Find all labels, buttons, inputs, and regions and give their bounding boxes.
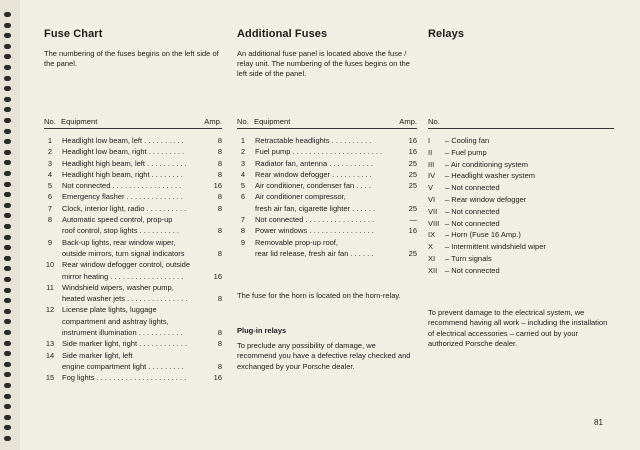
fuse-equipment: Radiator fan, antenna . . . . . . . . . . . — [255, 158, 373, 168]
relay-number: VIII — [428, 218, 440, 228]
fuse-chart-rows — [44, 135, 222, 384]
fuse-number: 2 — [47, 147, 53, 157]
fuse-number: 2 — [240, 147, 246, 157]
binding-hole — [4, 182, 11, 187]
relay-number: VII — [428, 206, 438, 216]
fuse-number: 3 — [47, 158, 53, 168]
fuse-amperage: 16 — [213, 373, 222, 383]
fuse-row — [44, 135, 222, 146]
fuse-number: 13 — [45, 339, 55, 349]
header-amp: Amp. — [399, 117, 417, 126]
fuse-row — [44, 191, 222, 202]
fuse-row — [44, 282, 222, 305]
fuse-row — [237, 158, 417, 169]
fuse-row — [237, 180, 417, 191]
relay-description: – Not connected — [445, 183, 500, 193]
fuse-amperage: 8 — [217, 147, 222, 157]
fuse-equipment: Not connected . . . . . . . . . . . . . . . . . — [255, 215, 375, 225]
fuse-amperage: 25 — [408, 203, 417, 213]
fuse-number: 8 — [47, 215, 53, 225]
header-no: No. — [237, 117, 249, 126]
relays-rows — [428, 135, 614, 277]
fuse-number: 11 — [46, 282, 54, 292]
binding-hole — [4, 351, 11, 356]
fuse-row — [44, 169, 222, 180]
header-amp: Amp. — [204, 117, 222, 126]
fuse-equipment: Retractable headlights . . . . . . . . . . — [255, 136, 372, 145]
fuse-amperage: 8 — [217, 203, 222, 213]
relays-header — [428, 117, 614, 129]
additional-fuses-title: Additional Fuses — [237, 28, 328, 40]
binding-hole — [4, 171, 11, 176]
fuse-number: 14 — [45, 350, 55, 360]
fuse-amperage: 8 — [217, 328, 222, 338]
fuse-amperage: 8 — [217, 169, 222, 179]
electrical-warning: To prevent damage to the electrical system, we recommend having all work – including the installation of electrical accessories – carried out by your authorized Porsche dealer. — [428, 308, 608, 349]
binding-hole — [4, 277, 11, 282]
fuse-row — [44, 372, 222, 383]
fuse-number: 15 — [45, 373, 55, 383]
fuse-amperage: 8 — [217, 361, 222, 371]
relay-description: – Intermittent windshield wiper — [445, 242, 546, 252]
fuse-row — [44, 304, 222, 338]
fuse-equipment: Removable prop-up roof, rear lid release, fresh air fan . . . . . . — [255, 237, 374, 258]
fuse-number: 7 — [240, 215, 246, 225]
fuse-row — [44, 214, 222, 237]
fuse-row — [44, 338, 222, 349]
fuse-equipment: Windshield wipers, washer pump, heated washer jets . . . . . . . . . . . . . . . — [62, 282, 188, 304]
binding-hole — [4, 415, 11, 420]
fuse-equipment: Side marker light, left engine compartment light . . . . . . . . . — [62, 350, 184, 371]
binding-hole — [4, 203, 11, 208]
relay-number: III — [428, 159, 435, 169]
relay-number: IX — [428, 230, 436, 240]
plugin-relays-heading: Plug-in relays — [237, 326, 287, 335]
fuse-row — [44, 350, 222, 373]
binding-hole — [4, 341, 11, 346]
fuse-equipment: Headlight low beam, right . . . . . . . . . — [62, 147, 185, 157]
relay-number: XII — [428, 265, 438, 275]
fuse-equipment: Fuel pump . . . . . . . . . . . . . . . . . . . . . . — [255, 147, 383, 157]
relay-description: – Headlight washer system — [445, 171, 536, 181]
binding-hole — [4, 288, 11, 293]
fuse-equipment: Headlight high beam, right . . . . . . . . — [62, 169, 183, 179]
binding-hole — [4, 298, 11, 303]
fuse-equipment: Rear window defogger . . . . . . . . . . — [255, 169, 372, 179]
fuse-amperage: 16 — [408, 147, 417, 157]
horn-relay-note: The fuse for the horn is located on the horn-relay. — [237, 291, 401, 300]
additional-fuses-rows — [237, 135, 417, 259]
relay-number: X — [428, 242, 434, 252]
fuse-equipment: Automatic speed control, prop-up roof control, stop lights . . . . . . . . . . — [62, 215, 180, 236]
fuse-number: 9 — [240, 237, 246, 247]
header-no: No. — [428, 117, 440, 126]
binding-hole — [4, 33, 11, 38]
fuse-equipment: Not connected . . . . . . . . . . . . . . . . . — [62, 181, 182, 191]
fuse-row — [237, 225, 417, 236]
fuse-number: 10 — [45, 260, 55, 270]
relay-description: – Fuel pump — [445, 147, 487, 157]
fuse-amperage: 16 — [408, 226, 417, 236]
fuse-row — [44, 146, 222, 157]
fuse-number: 4 — [47, 169, 53, 179]
additional-fuses-intro: An additional fuse panel is located above the fuse / relay unit. The numbering of the fuses begins on the left side of the panel. — [237, 49, 410, 78]
relay-description: – Not connected — [445, 218, 500, 228]
header-equipment: Equipment — [61, 117, 98, 126]
fuse-row — [237, 214, 417, 225]
fuse-amperage: 8 — [217, 158, 222, 168]
fuse-row — [237, 191, 417, 214]
fuse-chart-intro: The numbering of the fuses begins on the left side of the panel. — [44, 49, 219, 68]
fuse-number: 4 — [240, 169, 246, 179]
fuse-row — [237, 146, 417, 157]
fuse-row — [44, 237, 222, 260]
fuse-number: 5 — [240, 181, 246, 191]
relay-description: – Cooling fan — [445, 136, 490, 145]
relay-number: V — [428, 183, 434, 193]
binding-hole — [4, 394, 11, 399]
fuse-row — [237, 169, 417, 180]
fuse-amperage: — — [409, 215, 417, 225]
relays-title: Relays — [428, 28, 465, 40]
relay-number: VI — [428, 194, 436, 204]
binding-hole — [4, 139, 11, 144]
fuse-equipment: Fog lights . . . . . . . . . . . . . . . . . . . . . . — [62, 373, 187, 383]
fuse-number: 7 — [47, 203, 53, 213]
binding-hole — [4, 192, 11, 197]
binding-hole — [4, 383, 11, 388]
fuse-equipment: Headlight high beam, left . . . . . . . . . . — [62, 158, 187, 168]
header-no: No. — [44, 117, 56, 126]
fuse-equipment: Rear window defogger control, outside mirror heating . . . . . . . . . . . . . . . . . . — [62, 260, 190, 281]
fuse-amperage: 8 — [217, 294, 222, 304]
fuse-number: 9 — [47, 237, 53, 247]
additional-fuses-header — [237, 117, 417, 129]
fuse-amperage: 16 — [213, 271, 222, 281]
fuse-amperage: 16 — [408, 136, 417, 145]
fuse-row — [237, 135, 417, 146]
relay-number: I — [428, 136, 431, 145]
relay-row — [428, 182, 614, 194]
fuse-amperage: 8 — [217, 136, 222, 145]
binding-hole — [4, 129, 11, 134]
header-equipment: Equipment — [254, 117, 291, 126]
binding-hole — [4, 256, 11, 261]
relay-description: – Not connected — [445, 206, 500, 216]
binding-hole — [4, 97, 11, 102]
relay-row — [428, 229, 614, 241]
binding-hole — [4, 235, 11, 240]
relay-number: IV — [428, 171, 436, 181]
fuse-row — [44, 180, 222, 191]
fuse-equipment: Power windows . . . . . . . . . . . . . . . . — [255, 226, 374, 236]
fuse-amperage: 25 — [408, 158, 417, 168]
fuse-equipment: Side marker light, right . . . . . . . . . . . . — [62, 339, 188, 349]
fuse-equipment: Headlight low beam, left . . . . . . . . . . — [62, 136, 184, 145]
binding-hole — [4, 245, 11, 250]
fuse-number: 5 — [47, 181, 53, 191]
relay-row — [428, 159, 614, 171]
fuse-row — [44, 203, 222, 214]
binding-hole — [4, 330, 11, 335]
fuse-number: 12 — [45, 305, 55, 315]
fuse-row — [44, 158, 222, 169]
binding-hole — [4, 362, 11, 367]
plugin-relays-text: To preclude any possibility of damage, we recommend you have a defective relay checked and exchanged by your Porsche dealer. — [237, 341, 411, 371]
relay-row — [428, 135, 614, 147]
relay-description: – Horn (Fuse 16 Amp.) — [445, 230, 521, 240]
fuse-number: 6 — [47, 192, 53, 202]
relay-row — [428, 194, 614, 206]
binding-hole — [4, 309, 11, 314]
relay-number: II — [428, 147, 433, 157]
page-number: 81 — [594, 418, 603, 427]
relay-row — [428, 170, 614, 182]
binding-hole — [4, 118, 11, 123]
binding-hole — [4, 224, 11, 229]
fuse-equipment: Emergency flasher . . . . . . . . . . . . . . — [62, 192, 183, 202]
fuse-number: 3 — [240, 158, 246, 168]
relay-row — [428, 241, 614, 253]
relay-description: – Not connected — [445, 265, 500, 275]
relay-description: – Rear window defogger — [445, 194, 527, 204]
binding-hole — [4, 436, 11, 441]
relay-row — [428, 265, 614, 277]
binding-hole — [4, 404, 11, 409]
relay-description: – Air conditioning system — [445, 159, 528, 169]
fuse-equipment: License plate lights, luggage compartment and ashtray lights, instrument illumination . . . . . . . . . . . — [62, 305, 183, 338]
fuse-amperage: 8 — [217, 226, 222, 236]
fuse-amperage: 25 — [408, 181, 417, 191]
binding-hole — [4, 76, 11, 81]
fuse-equipment: Air conditioner compressor, fresh air fan, cigarette lighter . . . . . . — [255, 192, 376, 213]
fuse-amperage: 8 — [217, 192, 222, 202]
relay-row — [428, 147, 614, 159]
binding-hole — [4, 150, 11, 155]
fuse-equipment: Clock, interior light, radio . . . . . . . . . . — [62, 203, 187, 213]
binding-hole — [4, 23, 11, 28]
relay-row — [428, 253, 614, 265]
fuse-amperage: 25 — [408, 248, 417, 258]
relay-row — [428, 206, 614, 218]
relay-row — [428, 218, 614, 230]
fuse-number: 6 — [240, 192, 246, 202]
fuse-chart-header — [44, 117, 222, 129]
fuse-chart-title: Fuse Chart — [44, 28, 103, 40]
fuse-equipment: Air conditioner, condenser fan . . . . — [255, 181, 371, 191]
binding-hole — [4, 44, 11, 49]
fuse-amperage: 8 — [217, 339, 222, 349]
binding-hole — [4, 65, 11, 70]
fuse-amperage: 8 — [217, 248, 222, 258]
fuse-number: 8 — [240, 226, 246, 236]
relay-number: XI — [428, 253, 436, 263]
fuse-equipment: Back-up lights, rear window wiper, outside mirrors, turn signal indicators — [62, 237, 185, 258]
fuse-amperage: 25 — [408, 169, 417, 179]
relay-description: – Turn signals — [445, 253, 492, 263]
fuse-number: 1 — [47, 136, 53, 145]
binding-hole — [4, 12, 11, 17]
fuse-row — [237, 237, 417, 260]
fuse-row — [44, 259, 222, 282]
fuse-number: 1 — [240, 136, 246, 145]
fuse-amperage: 16 — [213, 181, 222, 191]
binding-hole — [4, 86, 11, 91]
